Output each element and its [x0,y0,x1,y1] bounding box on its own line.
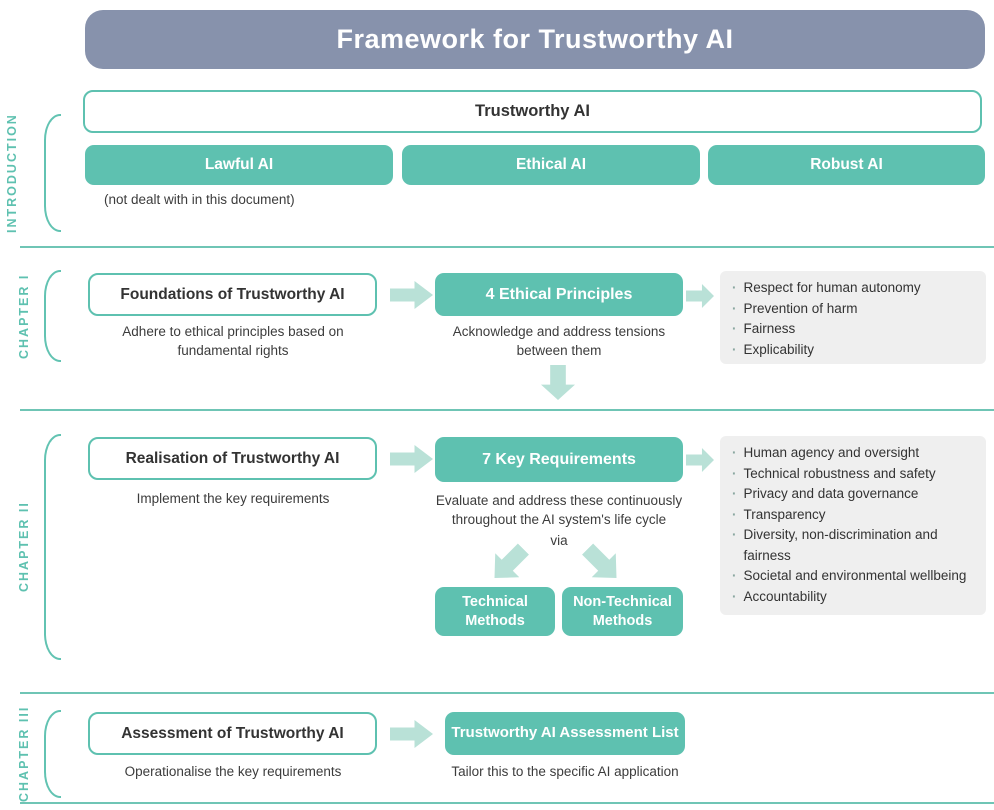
requirements-list [720,436,986,615]
right-arrow-icon [390,281,433,309]
realisation-box: Realisation of Trustworthy AI [88,437,377,480]
chapter-2-bracket [44,434,61,660]
right-arrow-icon [686,284,714,308]
list-item: · Prevention of harm [732,299,976,320]
principles-list [720,271,986,364]
down-arrow-icon [541,365,575,400]
realisation-caption: Implement the key requirements [136,491,330,506]
foundations-caption: Adhere to ethical principles based on fundamental rights [122,324,344,358]
list-item: · Privacy and data governance [732,484,976,505]
right-arrow-icon [390,720,433,748]
section-divider-1 [20,246,994,248]
list-item: · Respect for human autonomy [732,278,976,299]
chapter-1-bracket [44,270,61,362]
list-item: · Transparency [732,505,976,526]
assessment-box: Assessment of Trustworthy AI [88,712,377,755]
section-divider-3 [20,692,994,694]
non-technical-methods-box: Non-Technical Methods [562,587,683,636]
key-requirements-box: 7 Key Requirements [435,437,683,482]
chapter-3-bracket [44,710,61,798]
assessment-list-box: Trustworthy AI Assessment List [445,712,685,755]
right-arrow-icon [686,448,714,472]
page-title: Framework for Trustworthy AI [85,10,985,69]
list-item: · Technical robustness and safety [732,464,976,485]
section-divider-2 [20,409,994,411]
list-item: · Fairness [732,319,976,340]
via-label: via [550,533,568,548]
section-label-chapter-2: CHAPTER II [17,501,31,593]
list-item: · Societal and environmental wellbeing [732,566,976,587]
list-item: · Diversity, non-discrimination and fairness [732,525,976,566]
section-label-chapter-1: CHAPTER I [17,273,31,359]
key-requirements-caption: Evaluate and address these continuously throughout the AI system's life cycle [435,493,683,527]
section-label-introduction: INTRODUCTION [5,113,19,233]
assessment-list-caption: Tailor this to the specific AI application [451,764,679,779]
section-divider-bottom [20,802,994,804]
ethical-principles-caption: Acknowledge and address tensions between them [452,324,666,358]
right-arrow-icon [390,445,433,473]
assessment-caption: Operationalise the key requirements [124,764,342,779]
trustworthy-ai-box: Trustworthy AI [83,90,982,133]
foundations-box: Foundations of Trustworthy AI [88,273,377,316]
ethical-principles-box: 4 Ethical Principles [435,273,683,316]
introduction-bracket [44,114,61,232]
pillar-ethical-ai: Ethical AI [402,145,700,185]
pillar-lawful-ai: Lawful AI [85,145,393,185]
list-item: · Human agency and oversight [732,443,976,464]
lawful-ai-note: (not dealt with in this document) [104,192,295,207]
pillar-robust-ai: Robust AI [708,145,985,185]
section-label-chapter-3: CHAPTER III [17,705,31,803]
technical-methods-box: Technical Methods [435,587,555,636]
list-item: · Accountability [732,587,976,608]
list-item: · Explicability [732,340,976,361]
